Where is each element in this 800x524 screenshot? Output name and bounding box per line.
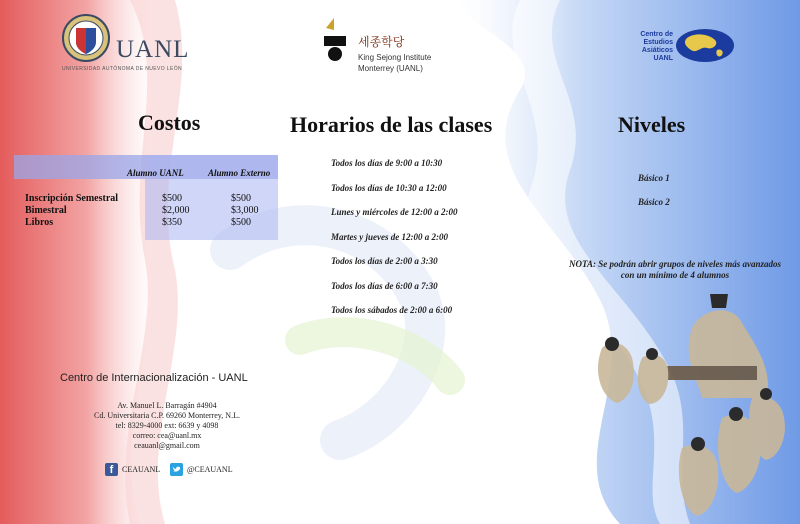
facebook-handle[interactable]: CEAUANL xyxy=(122,465,161,474)
cost-row-externo: $500 xyxy=(231,193,251,204)
king-sejong-line1: King Sejong Institute xyxy=(358,53,432,62)
nivel-item: Básico 1 xyxy=(638,173,670,183)
niveles-title: Niveles xyxy=(618,112,686,137)
cost-row-uanl: $500 xyxy=(162,193,182,204)
cost-row-label: Bimestral xyxy=(25,205,67,216)
cea-line4: UANL xyxy=(653,55,673,62)
schedule-item: Todos los días de 9:00 a 10:30 xyxy=(331,158,443,168)
cost-row-label: Inscripción Semestral xyxy=(25,193,119,204)
contact-email-alt[interactable]: ceauanl@gmail.com xyxy=(134,441,200,450)
cea-text xyxy=(628,31,673,63)
king-sejong-emblem-icon xyxy=(320,16,352,62)
costos-header-uanl: Alumno UANL xyxy=(127,168,184,178)
contact-address-line2: Cd. Universitaria C.P. 69260 Monterrey, N.L. xyxy=(94,411,240,420)
schedule-item: Todos los días de 6:00 a 7:30 xyxy=(331,281,438,291)
korean-painting-illustration xyxy=(582,288,800,524)
cost-row-label: Libros xyxy=(25,217,54,228)
schedule-item: Todos los días de 10:30 a 12:00 xyxy=(331,183,447,193)
cea-line3: Asiáticos xyxy=(641,47,673,54)
cost-row-uanl: $2,000 xyxy=(162,205,190,216)
horarios-title: Horarios de las clases xyxy=(290,112,493,137)
cost-row-externo: $500 xyxy=(231,217,251,228)
twitter-handle[interactable]: @CEAUANL xyxy=(187,465,233,474)
costos-title: Costos xyxy=(138,110,201,135)
schedule-item: Todos los días de 2:00 a 3:30 xyxy=(331,256,438,266)
schedule-item: Todos los sábados de 2:00 a 6:00 xyxy=(331,305,453,315)
contact-title: Centro de Internacionalización - UANL xyxy=(60,372,248,384)
cost-row-uanl: $350 xyxy=(162,217,182,228)
contact-email[interactable]: correo: cea@uanl.mx xyxy=(132,431,202,440)
uanl-wordmark: UANL xyxy=(116,36,190,63)
nivel-item: Básico 2 xyxy=(638,197,670,207)
uanl-subtitle: UNIVERSIDAD AUTÓNOMA DE NUEVO LEÓN xyxy=(62,66,183,72)
cost-row-externo: $3,000 xyxy=(231,205,259,216)
schedule-item: Lunes y miércoles de 12:00 a 2:00 xyxy=(331,207,458,217)
king-sejong-korean: 세종학당 xyxy=(358,35,405,49)
cea-line1: Centro de xyxy=(640,31,673,38)
contact-address-line1: Av. Manuel L. Barragán #4904 xyxy=(117,401,217,410)
king-sejong-line2: Monterrey (UANL) xyxy=(358,64,423,73)
cea-line2: Estudios xyxy=(643,39,673,46)
contact-phone: tel: 8329-4000 ext: 6639 y 4098 xyxy=(115,421,219,430)
facebook-icon[interactable]: f xyxy=(105,463,118,476)
niveles-note: NOTA: Se podrán abrir grupos de niveles más avanzados con un mínimo de 4 alumnos xyxy=(568,259,782,280)
schedule-item: Martes y jueves de 12:00 a 2:00 xyxy=(331,232,448,242)
asia-globe-icon xyxy=(675,28,735,63)
twitter-icon[interactable] xyxy=(170,463,183,476)
uanl-shield-icon xyxy=(62,12,110,64)
costos-header-externo: Alumno Externo xyxy=(208,168,271,178)
